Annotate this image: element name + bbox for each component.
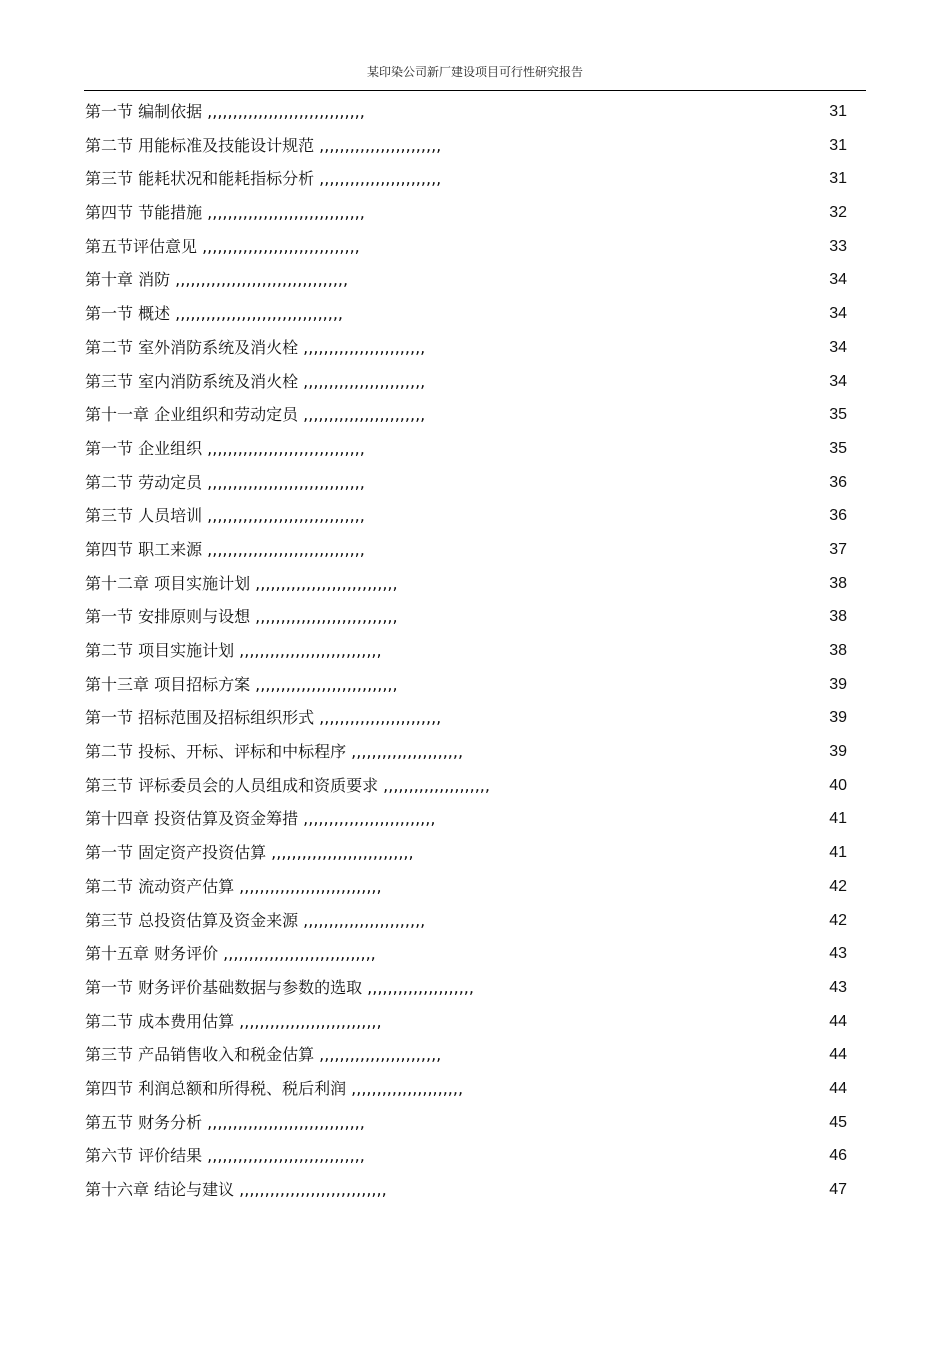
- toc-entry-page-number: 31: [829, 170, 847, 188]
- toc-entry-page-number: 44: [829, 1079, 847, 1097]
- toc-entry-page-number: 44: [829, 1012, 847, 1030]
- toc-entry-page-number: 43: [829, 978, 847, 996]
- toc-entry-page-number: 43: [829, 945, 847, 963]
- toc-entry-title: 第二节 投标、开标、评标和中标程序 ,,,,,,,,,,,,,,,,,,,,,,: [85, 742, 464, 762]
- toc-entry-page-number: 36: [829, 473, 847, 491]
- toc-entry[interactable]: [85, 165, 847, 199]
- toc-entry[interactable]: [85, 907, 847, 941]
- toc-entry-title: 第十一章 企业组织和劳动定员 ,,,,,,,,,,,,,,,,,,,,,,,,: [85, 405, 426, 425]
- toc-entry-page-number: 37: [829, 540, 847, 558]
- toc-entry-title: 第二节 用能标准及技能设计规范 ,,,,,,,,,,,,,,,,,,,,,,,,: [85, 135, 442, 155]
- toc-entry-title: 第一节 编制依据 ,,,,,,,,,,,,,,,,,,,,,,,,,,,,,,,: [85, 102, 365, 121]
- toc-entry[interactable]: [85, 502, 847, 536]
- toc-entry[interactable]: [85, 334, 847, 368]
- toc-entry-page-number: 34: [829, 271, 847, 289]
- toc-entry-page-number: 38: [829, 642, 847, 659]
- toc-entry-title: 第一节 财务评价基础数据与参数的选取 ,,,,,,,,,,,,,,,,,,,,,: [85, 977, 474, 997]
- toc-entry-title: 第二节 室外消防系统及消火栓 ,,,,,,,,,,,,,,,,,,,,,,,,: [85, 337, 426, 357]
- toc-entry-page-number: 40: [829, 776, 847, 794]
- toc-entry[interactable]: [85, 603, 847, 637]
- toc-entry-title: 第一节 安排原则与设想 ,,,,,,,,,,,,,,,,,,,,,,,,,,,,: [85, 607, 398, 627]
- toc-entry[interactable]: [85, 805, 847, 839]
- toc-entry-title: 第十五章 财务评价 ,,,,,,,,,,,,,,,,,,,,,,,,,,,,,,: [85, 944, 376, 964]
- toc-entry[interactable]: [85, 401, 847, 435]
- toc-entry-page-number: 42: [829, 877, 847, 895]
- toc-entry-title: 第一节 招标范围及招标组织形式 ,,,,,,,,,,,,,,,,,,,,,,,,: [85, 708, 442, 728]
- toc-entry[interactable]: [85, 637, 847, 671]
- toc-entry-page-number: 41: [829, 810, 847, 828]
- toc-entry-page-number: 31: [829, 103, 847, 120]
- toc-entry[interactable]: [85, 98, 847, 132]
- toc-entry-title: 第三节 人员培训 ,,,,,,,,,,,,,,,,,,,,,,,,,,,,,,,: [85, 506, 365, 526]
- toc-entry-page-number: 39: [829, 743, 847, 761]
- toc-entry-page-number: 34: [829, 305, 847, 323]
- toc-entry-page-number: 39: [829, 675, 847, 693]
- toc-entry[interactable]: [85, 233, 847, 267]
- toc-entry[interactable]: [85, 839, 847, 873]
- toc-entry-title: 第四节 利润总额和所得税、税后利润 ,,,,,,,,,,,,,,,,,,,,,,: [85, 1078, 464, 1098]
- toc-entry-page-number: 32: [829, 204, 847, 222]
- toc-entry[interactable]: [85, 873, 847, 907]
- toc-entry-page-number: 35: [829, 406, 847, 424]
- toc-entry-title: 第十三章 项目招标方案 ,,,,,,,,,,,,,,,,,,,,,,,,,,,,: [85, 674, 398, 694]
- toc-entry-title: 第三节 总投资估算及资金来源 ,,,,,,,,,,,,,,,,,,,,,,,,: [85, 910, 426, 930]
- toc-entry[interactable]: [85, 1176, 847, 1210]
- toc-entry-page-number: 34: [829, 338, 847, 356]
- toc-entry-title: 第十二章 项目实施计划 ,,,,,,,,,,,,,,,,,,,,,,,,,,,,: [85, 573, 398, 593]
- toc-entry[interactable]: [85, 671, 847, 705]
- toc-entry-page-number: 38: [829, 608, 847, 626]
- toc-entry-title: 第五节评估意见 ,,,,,,,,,,,,,,,,,,,,,,,,,,,,,,,: [85, 236, 360, 256]
- toc-entry-title: 第十四章 投资估算及资金筹措 ,,,,,,,,,,,,,,,,,,,,,,,,,,: [85, 809, 436, 829]
- toc-entry[interactable]: [85, 300, 847, 334]
- toc-entry-page-number: 42: [829, 911, 847, 929]
- toc-entry-title: 第二节 成本费用估算 ,,,,,,,,,,,,,,,,,,,,,,,,,,,,: [85, 1011, 382, 1031]
- toc-entry-title: 第五节 财务分析 ,,,,,,,,,,,,,,,,,,,,,,,,,,,,,,,: [85, 1112, 365, 1132]
- header-rule: [84, 90, 866, 91]
- toc-entry[interactable]: [85, 266, 847, 300]
- toc-entry[interactable]: [85, 772, 847, 806]
- toc-entry[interactable]: [85, 435, 847, 469]
- toc-entry-title: 第二节 流动资产估算 ,,,,,,,,,,,,,,,,,,,,,,,,,,,,: [85, 876, 382, 896]
- toc-entry-title: 第一节 固定资产投资估算 ,,,,,,,,,,,,,,,,,,,,,,,,,,,,: [85, 843, 414, 863]
- toc-entry-page-number: 41: [829, 844, 847, 862]
- toc-entry[interactable]: [85, 704, 847, 738]
- toc-entry[interactable]: [85, 974, 847, 1008]
- toc-entry-page-number: 38: [829, 574, 847, 592]
- toc-entry-page-number: 35: [829, 439, 847, 457]
- toc-entry[interactable]: [85, 536, 847, 570]
- toc-entry-title: 第十章 消防 ,,,,,,,,,,,,,,,,,,,,,,,,,,,,,,,,,,: [85, 270, 349, 290]
- toc-entry[interactable]: [85, 1075, 847, 1109]
- toc-entry-title: 第四节 节能措施 ,,,,,,,,,,,,,,,,,,,,,,,,,,,,,,,: [85, 203, 365, 223]
- toc-entry[interactable]: [85, 469, 847, 503]
- toc-entry-page-number: 46: [829, 1147, 847, 1165]
- toc-entry-title: 第三节 能耗状况和能耗指标分析 ,,,,,,,,,,,,,,,,,,,,,,,,: [85, 169, 442, 189]
- toc-entry-title: 第三节 产品销售收入和税金估算 ,,,,,,,,,,,,,,,,,,,,,,,,: [85, 1045, 442, 1065]
- toc-entry-title: 第六节 评价结果 ,,,,,,,,,,,,,,,,,,,,,,,,,,,,,,,: [85, 1146, 365, 1166]
- toc-entry-page-number: 44: [829, 1046, 847, 1064]
- toc-entry[interactable]: [85, 570, 847, 604]
- toc-entry[interactable]: [85, 1008, 847, 1042]
- toc-entry-title: 第四节 职工来源 ,,,,,,,,,,,,,,,,,,,,,,,,,,,,,,,: [85, 539, 365, 559]
- page-header-title: 某印染公司新厂建设项目可行性研究报告: [366, 65, 583, 79]
- toc-entry-title: 第三节 室内消防系统及消火栓 ,,,,,,,,,,,,,,,,,,,,,,,,: [85, 371, 426, 391]
- toc-entry-title: 第二节 劳动定员 ,,,,,,,,,,,,,,,,,,,,,,,,,,,,,,,: [85, 472, 365, 492]
- toc-entry-page-number: 34: [829, 372, 847, 390]
- toc-entry-page-number: 31: [829, 136, 847, 154]
- toc-entry[interactable]: [85, 199, 847, 233]
- toc-entry[interactable]: [85, 1142, 847, 1176]
- toc-entry[interactable]: [85, 132, 847, 166]
- toc-entry-title: 第二节 项目实施计划 ,,,,,,,,,,,,,,,,,,,,,,,,,,,,: [85, 641, 382, 660]
- toc-entry-page-number: 39: [829, 709, 847, 727]
- toc-entry[interactable]: [85, 368, 847, 402]
- toc-entry-title: 第十六章 结论与建议 ,,,,,,,,,,,,,,,,,,,,,,,,,,,,,: [85, 1180, 387, 1199]
- toc-entry[interactable]: [85, 1041, 847, 1075]
- toc-entry-title: 第一节 概述 ,,,,,,,,,,,,,,,,,,,,,,,,,,,,,,,,,: [85, 304, 344, 324]
- toc-entry[interactable]: [85, 1109, 847, 1143]
- toc-entry[interactable]: [85, 940, 847, 974]
- table-of-contents: [85, 98, 847, 1210]
- toc-entry-page-number: 45: [829, 1113, 847, 1131]
- toc-entry-title: 第三节 评标委员会的人员组成和资质要求 ,,,,,,,,,,,,,,,,,,,,,: [85, 775, 490, 795]
- toc-entry-page-number: 47: [829, 1181, 847, 1198]
- toc-entry-page-number: 33: [829, 237, 847, 255]
- toc-entry[interactable]: [85, 738, 847, 772]
- toc-entry-title: 第一节 企业组织 ,,,,,,,,,,,,,,,,,,,,,,,,,,,,,,,: [85, 438, 365, 458]
- toc-entry-page-number: 36: [829, 507, 847, 525]
